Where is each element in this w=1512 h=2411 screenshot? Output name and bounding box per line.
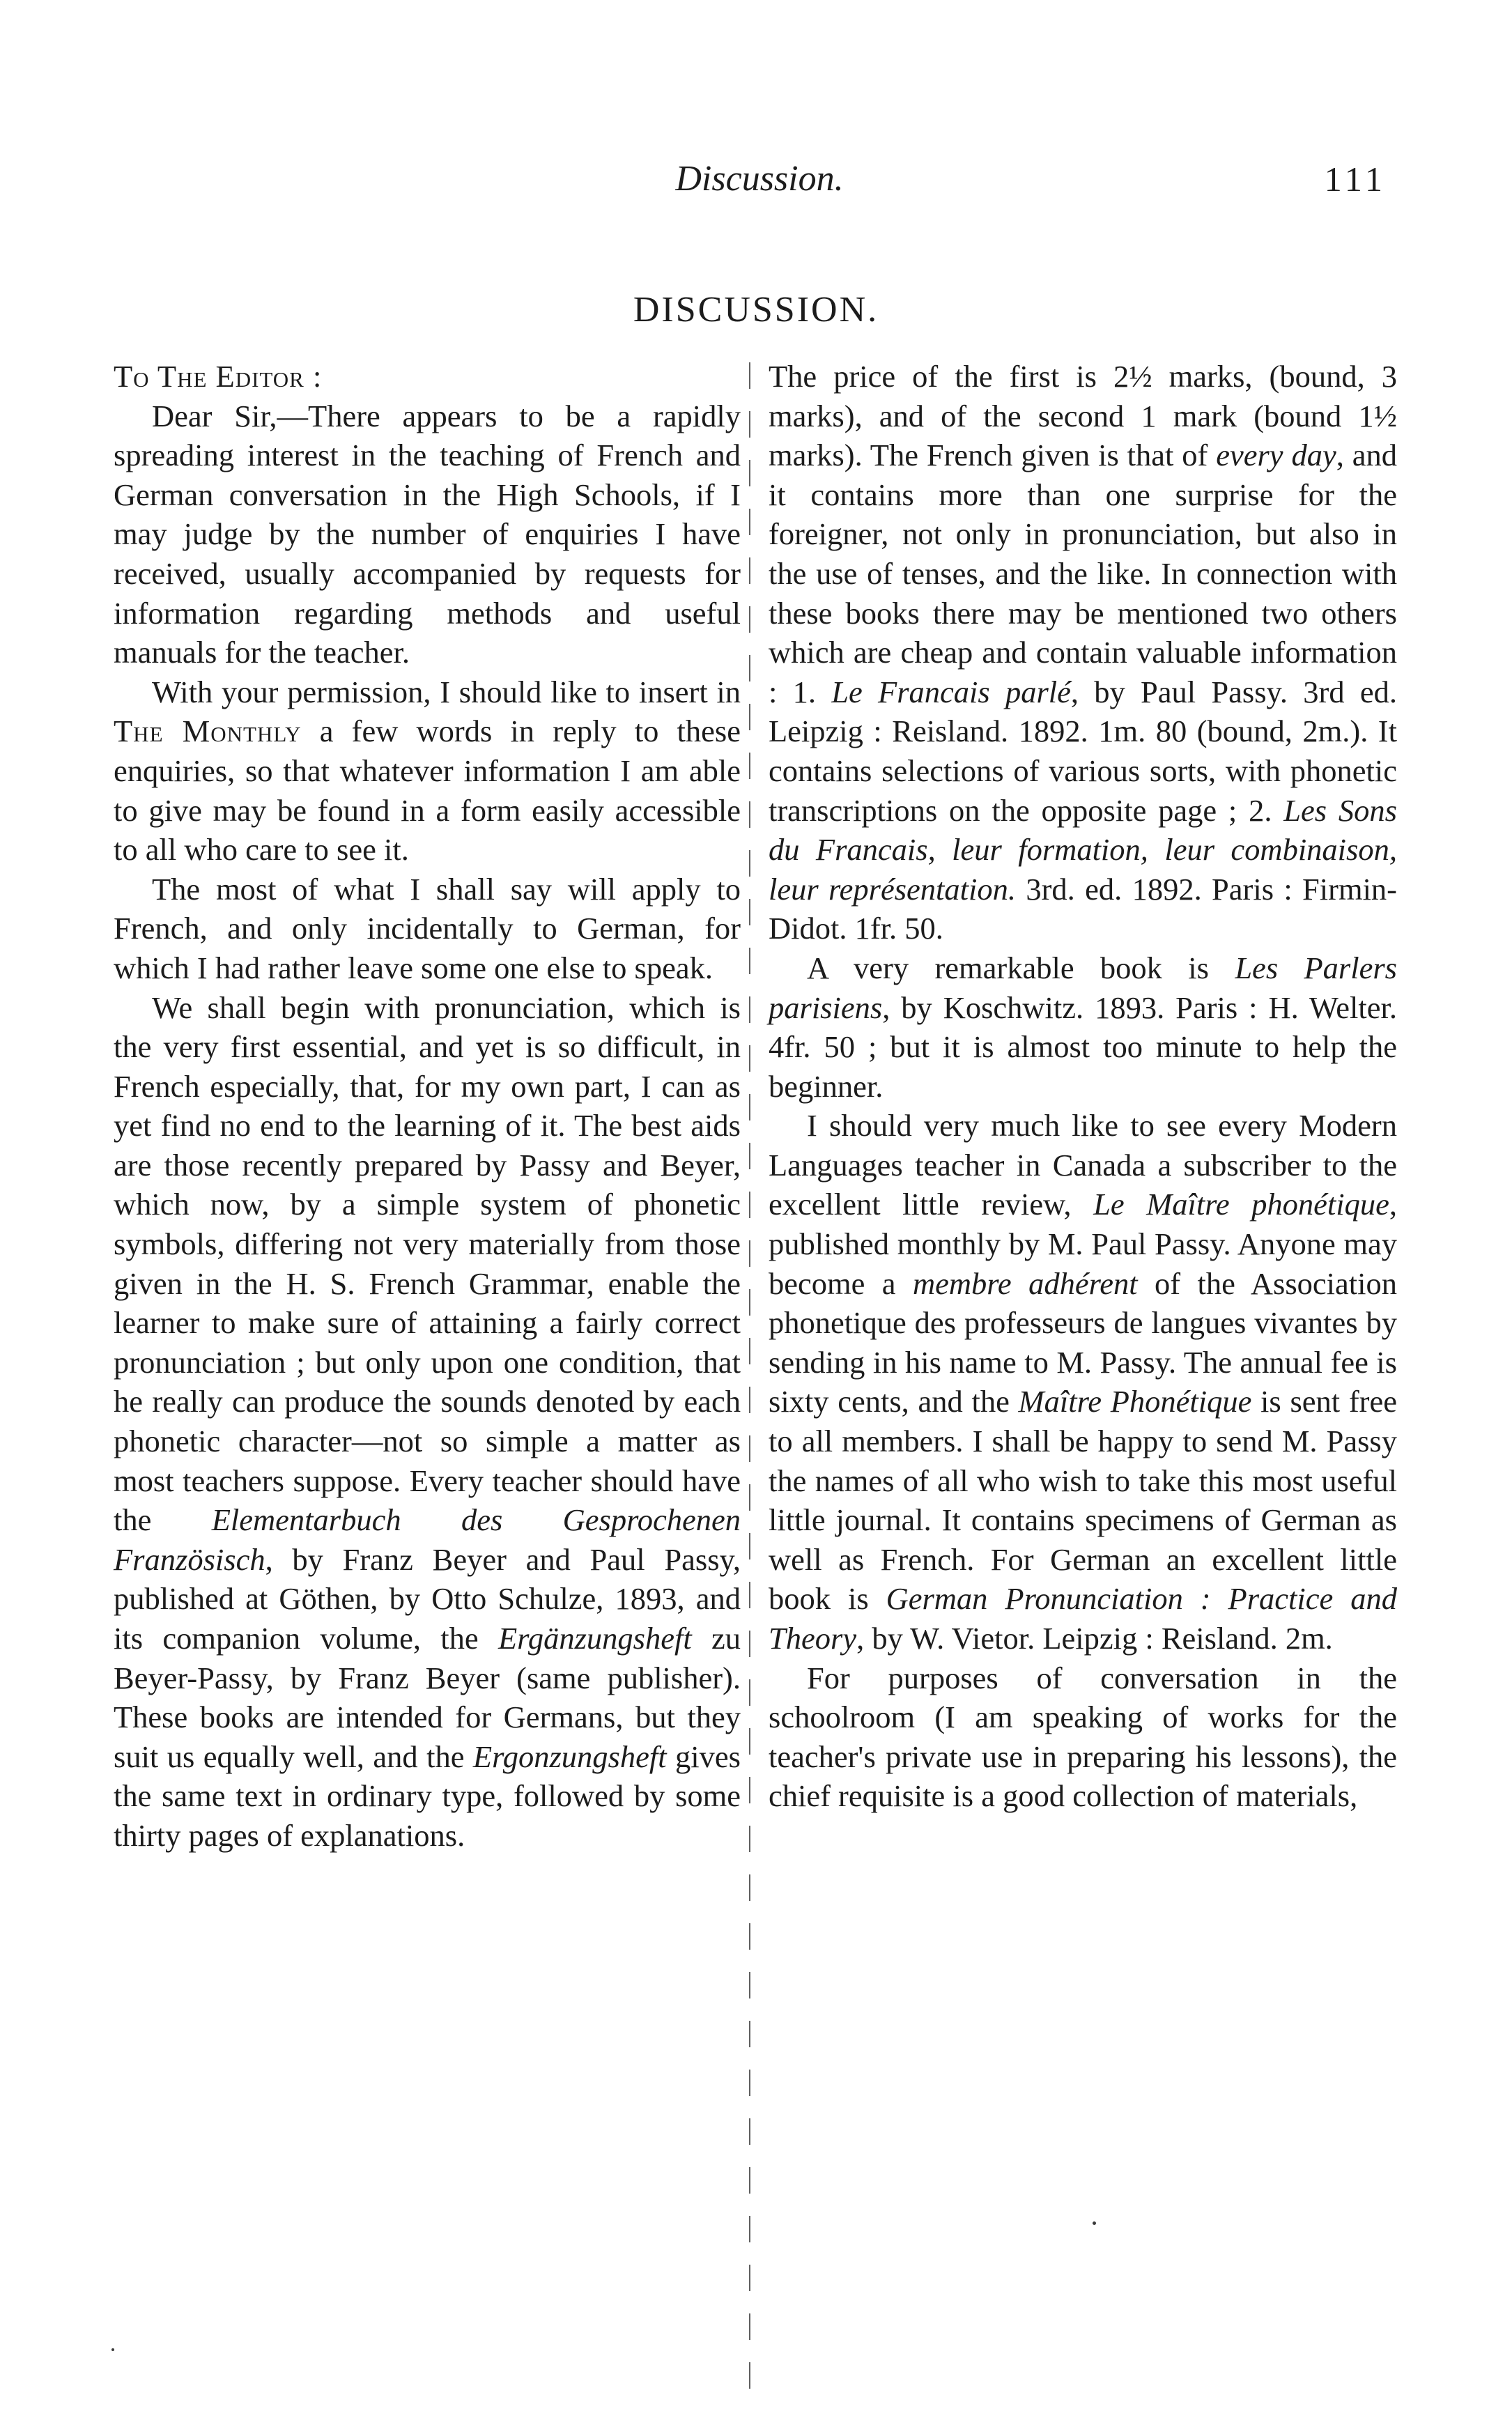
text-run: is sent free to all members. I shall be happy to send M. Passy the names of all who wish to take this most useful little journal. It contains specimens of German as well as French. For German an excellent little book is xyxy=(769,1384,1397,1617)
section-heading: DISCUSSION. xyxy=(633,290,879,330)
book-title: Les Parlers parisiens xyxy=(769,950,1397,1025)
text-run: , by Koschwitz. 1893. Paris : H. Welter. 4fr. 50 ; but it is almost too minute to help the beginner. xyxy=(769,989,1397,1104)
running-head xyxy=(111,155,1407,203)
book-title: Les Sons du Francais, leur formation, leur combinaison, leur représentation. xyxy=(769,792,1397,907)
paragraph xyxy=(769,1658,1397,1816)
paragraph xyxy=(114,870,741,988)
text-run: gives the same text in ordinary type, followed by some thirty pages of explanations. xyxy=(114,1739,741,1853)
text-run: I should very much like to see every Modern Languages teacher in Canada a subscriber to the excellent little review, xyxy=(769,1108,1397,1222)
running-title: Discussion. xyxy=(675,159,844,199)
text-run: , and it contains more than one surprise for the foreigner, not only in pronunciation, but also in the use of tenses, and the like. In connection with these books there may be mentioned two others which are cheap and contain valuable information : 1. xyxy=(769,438,1397,709)
journal-title: Maître Phonétique xyxy=(1018,1384,1252,1419)
journal-title: Le Maître phonétique xyxy=(1093,1187,1389,1222)
salutation: To The Editor : xyxy=(114,359,323,394)
book-title: Elementarbuch des Gesprochenen Französisch xyxy=(114,1502,741,1577)
text-run: We shall begin with pronunciation, which is the very first essential, and yet is so difficult, in French especially, that, for my own part, I can as yet find no end to the learning of it. The best aids are those recently prepared by Passy and Beyer, which now, by a simple system of phonetic symbols, differing not very materially from those given in the H. S. French Grammar, enable the learner to make sure of attaining a fairly correct pronunciation ; but only upon one condition, that he really can produce the sounds denoted by each phonetic character—not so simple a matter as most teachers suppose. Every teacher should have the xyxy=(114,989,741,1538)
right-column xyxy=(769,357,1397,1816)
emphasis: membre adhérent xyxy=(912,1265,1138,1301)
paragraph xyxy=(769,357,1397,948)
column-divider xyxy=(749,362,750,2411)
text-run: of the Association phonetique des professeurs de langues vivantes by sending in his name to M. Passy. The annual fee is sixty cents, and the xyxy=(769,1265,1397,1419)
opening-text: Dear Sir,—There appears to be a rapidly spreading interest in the teaching of French and German conversation in the High Schools, if I may judge by the number of enquiries I have received, usually accompanied by requests for information regarding methods and useful manuals for the teacher. xyxy=(114,398,741,670)
text-run: , by Franz Beyer and Paul Passy, published at Göthen, by Otto Schulze, 1893, and its companion volume, the xyxy=(114,1541,741,1656)
journal-name: The Monthly xyxy=(114,714,302,749)
text-run: zu Beyer-Passy, by Franz Beyer (same publisher). These books are intended for Germans, but they suit us equally well, and the xyxy=(114,1621,741,1774)
paragraph xyxy=(114,396,741,672)
text-run: , published monthly by M. Paul Passy. Anyone may become a xyxy=(769,1187,1397,1301)
book-title: German Pronunciation : Practice and Theory xyxy=(769,1581,1397,1656)
text-run: 3rd. ed. 1892. Paris : Firmin-Didot. 1fr. 50. xyxy=(769,871,1397,946)
text-run: The most of what I shall say will apply to French, and only incidentally to German, for which I had rather leave some one else to speak. xyxy=(114,871,741,985)
text-run: With your permission, I should like to insert in xyxy=(152,674,741,709)
scan-speck xyxy=(1093,2221,1096,2225)
scan-speck xyxy=(111,2348,114,2351)
page-number: 111 xyxy=(1324,160,1387,199)
text-run: , by Paul Passy. 3rd ed. Leipzig : Reisland. 1892. 1m. 80 (bound, 2m.). It contains selections of various sorts, with phonetic transcriptions on the opposite page ; 2. xyxy=(769,674,1397,828)
text-run: A very remarkable book is xyxy=(807,950,1235,985)
book-title: Le Francais parlé xyxy=(831,674,1071,709)
text-run: , by W. Vietor. Leipzig : Reisland. 2m. xyxy=(856,1621,1333,1656)
text-run: a few words in reply to these enquiries, so that whatever information I am able to give may be found in a form easily accessible to all who care to see it. xyxy=(114,714,741,868)
text-run: The price of the first is 2½ marks, (bound, 3 marks), and of the second 1 mark (bound 1½ marks). The French given is that of xyxy=(769,359,1397,473)
text-run: For purposes of conversation in the schoolroom (I am speaking of works for the teacher's private use in preparing his lessons), the chief requisite is a good collection of materials, xyxy=(769,1660,1397,1814)
book-title: Ergänzungsheft xyxy=(497,1621,692,1656)
book-title: Ergonzungsheft xyxy=(472,1739,667,1774)
paragraph xyxy=(114,988,741,1856)
paragraph xyxy=(769,948,1397,1106)
paragraph xyxy=(114,672,741,870)
paragraph xyxy=(769,1106,1397,1658)
emphasis: every day xyxy=(1216,438,1336,473)
left-column xyxy=(114,357,741,1856)
